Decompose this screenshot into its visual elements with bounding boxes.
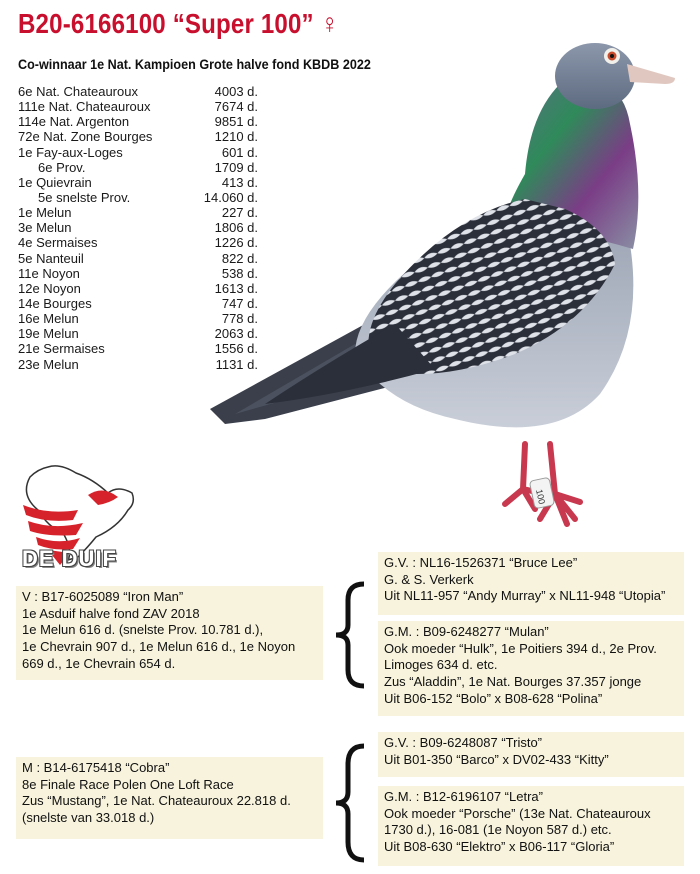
pedigree-line: 1e Chevrain 907 d., 1e Melun 616 d., 1e Noyon	[22, 639, 296, 655]
pedigree-line: M : B14-6175418 “Cobra”	[22, 760, 170, 775]
pedigree-line: G.V. : NL16-1526371 “Bruce Lee”	[384, 555, 578, 570]
result-race: 6e Prov.	[38, 159, 86, 175]
pedigree-line: Uit B08-630 “Elektro” x B06-117 “Gloria”	[384, 839, 615, 855]
result-value: 2063 d.	[214, 326, 258, 342]
pedigree-line: (snelste van 33.018 d.)	[22, 810, 155, 826]
pedigree-line: Limoges 634 d. etc.	[384, 657, 498, 673]
result-value: 1613 d.	[214, 280, 258, 296]
result-value: 1210 d.	[214, 129, 258, 145]
pedigree-line: G.M. : B12-6196107 “Letra”	[384, 789, 543, 804]
result-race: 1e Quievrain	[18, 174, 92, 190]
logo-text: DE DUIF	[22, 546, 117, 571]
pedigree-line: Zus “Aladdin”, 1e Nat. Bourges 37.357 jonge	[384, 674, 642, 690]
result-race: 12e Noyon	[18, 280, 81, 296]
result-race: 14e Bourges	[18, 295, 92, 311]
result-race: 3e Melun	[18, 220, 72, 236]
result-race: 114e Nat. Argenton	[18, 114, 130, 130]
brace-moeder	[330, 742, 370, 864]
brace-vader	[330, 580, 370, 690]
maternal-grandsire-box	[378, 732, 684, 777]
result-value: 227 d.	[221, 205, 258, 221]
result-value: 413 d.	[221, 174, 258, 190]
pigeon-illustration	[205, 24, 695, 544]
sire-box	[16, 586, 323, 680]
paternal-grandsire-box	[378, 552, 684, 615]
pedigree-line: G.V. : B09-6248087 “Tristo”	[384, 735, 543, 750]
pedigree-line: 1e Asduif halve fond ZAV 2018	[22, 605, 200, 621]
pedigree-line: V : B17-6025089 “Iron Man”	[22, 589, 184, 604]
result-race: 72e Nat. Zone Bourges	[18, 129, 153, 145]
pedigree-line: 8e Finale Race Polen One Loft Race	[22, 776, 234, 792]
achievement-subtitle: Co-winnaar 1e Nat. Kampioen Grote halve fond KBDB 2022	[18, 56, 371, 72]
result-value: 1131 d.	[215, 356, 258, 372]
result-race: 23e Melun	[18, 356, 79, 372]
result-race: 16e Melun	[18, 311, 79, 327]
pigeon-title: B20-6166100 “Super 100” ♀	[18, 8, 339, 39]
result-value: 4003 d.	[214, 84, 258, 99]
pedigree-line: Zus “Mustang”, 1e Nat. Chateauroux 22.818 d.	[22, 793, 291, 809]
pedigree-line: 1e Melun 616 d. (snelste Prov. 10.781 d.),	[22, 622, 264, 638]
pedigree-line: G.M. : B09-6248277 “Mulan”	[384, 624, 549, 639]
result-value: 778 d.	[221, 311, 258, 327]
pedigree-line: Ook moeder “Porsche” (13e Nat. Chateauroux	[384, 805, 651, 821]
result-value: 1226 d.	[214, 235, 258, 251]
result-race: 1e Fay-aux-Loges	[18, 144, 123, 160]
pedigree-line: Uit B06-152 “Bolo” x B08-628 “Polina”	[384, 690, 603, 706]
paternal-granddam-box	[378, 621, 684, 716]
result-race: 5e Nanteuil	[18, 250, 84, 266]
result-race: 5e snelste Prov.	[38, 189, 131, 205]
result-race: 19e Melun	[18, 326, 79, 342]
result-race: 1e Melun	[18, 205, 72, 221]
pedigree-line: 1730 d.), 16-081 (1e Noyon 587 d.) etc.	[384, 822, 612, 838]
pedigree-line: G. & S. Verkerk	[384, 571, 474, 587]
result-race: 4e Sermaises	[18, 235, 98, 251]
result-value: 538 d.	[221, 265, 258, 281]
maternal-granddam-box	[378, 786, 684, 866]
result-value: 14.060 d.	[203, 189, 258, 205]
dam-box	[16, 757, 323, 839]
result-value: 1709 d.	[214, 159, 258, 175]
result-race: 6e Nat. Chateauroux	[18, 84, 138, 99]
pedigree-line: 669 d., 1e Chevrain 654 d.	[22, 655, 176, 671]
result-value: 601 d.	[221, 144, 258, 160]
result-race: 111e Nat. Chateauroux	[18, 99, 151, 115]
pedigree-line: Ook moeder “Hulk”, 1e Poitiers 394 d., 2e Prov.	[384, 640, 657, 656]
result-value: 7674 d.	[214, 99, 258, 115]
result-value: 822 d.	[221, 250, 258, 266]
pedigree-line: Uit B01-350 “Barco” x DV02-433 “Kitty”	[384, 751, 609, 767]
leg-ring-number: 100	[534, 488, 547, 506]
result-race: 21e Sermaises	[18, 341, 105, 357]
pedigree-line: Uit NL11-957 “Andy Murray” x NL11-948 “Utopia”	[384, 588, 666, 604]
result-value: 9851 d.	[214, 114, 258, 130]
result-value: 1556 d.	[214, 341, 258, 357]
result-race: 11e Noyon	[18, 265, 80, 281]
result-value: 747 d.	[221, 295, 258, 311]
result-value: 1806 d.	[214, 220, 258, 236]
